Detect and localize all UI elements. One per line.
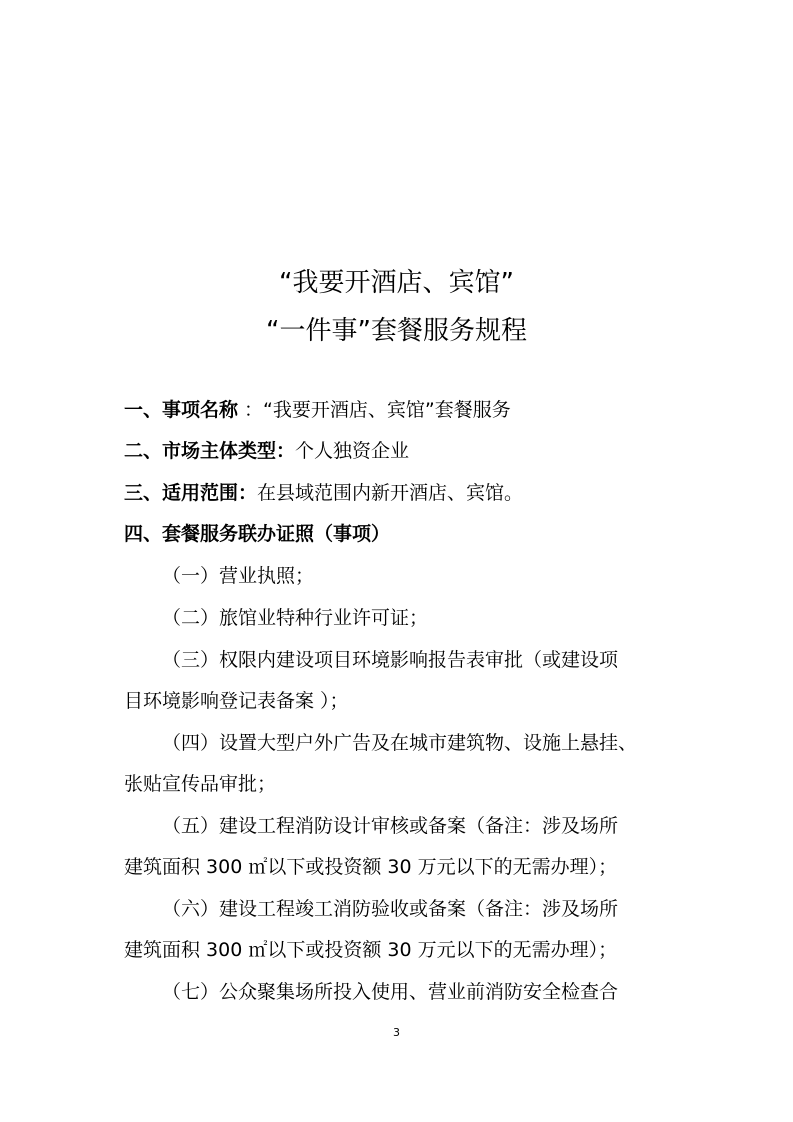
list-item-7-line-1: （七）公众聚集场所投入使用、营业前消防安全检查合	[162, 981, 619, 1003]
section-scope	[124, 479, 523, 507]
list-item-6-line-1: （六）建设工程竣工消防验收或备案（备注：涉及场所	[162, 898, 619, 920]
list-item-3-line-1: （三）权限内建设项目环境影响报告表审批（或建设项	[162, 649, 619, 671]
document-title-line-2: “一件事”套餐服务规程	[266, 316, 527, 346]
document-title-line-1: “我要开酒店、宾馆”	[279, 268, 514, 298]
list-item-5-line-1: （五）建设工程消防设计审核或备案（备注：涉及场所	[162, 815, 619, 837]
section-label: 三、适用范围：	[124, 482, 258, 504]
list-item-4-line-2: 张贴宣传品审批；	[124, 773, 277, 795]
list-item-2: （二）旅馆业特种行业许可证；	[162, 607, 429, 629]
section-market-entity-type	[124, 437, 409, 465]
list-item-3-line-2: 目环境影响登记表备案 ）；	[124, 690, 349, 712]
list-item-6-line-2: 建筑面积 300 ㎡以下或投资额 30 万元以下的无需办理）；	[124, 939, 618, 961]
section-item-name	[124, 396, 511, 424]
page-number: 3	[393, 1026, 400, 1039]
section-label: 四、套餐服务联办证照（事项）	[124, 523, 391, 545]
section-text: 在县域范围内新开酒店、宾馆。	[257, 482, 524, 504]
list-item-4-line-1: （四）设置大型户外广告及在城市建筑物、设施上悬挂、	[162, 732, 638, 754]
list-item-5-line-2: 建筑面积 300 ㎡以下或投资额 30 万元以下的无需办理）；	[124, 856, 618, 878]
section-text: ：“我要开酒店、宾馆”套餐服务	[238, 399, 511, 421]
section-label: 一、事项名称	[124, 399, 239, 421]
section-combined-licenses	[124, 520, 390, 548]
section-text: 个人独资企业	[295, 440, 410, 462]
section-label: 二、市场主体类型：	[124, 440, 296, 462]
list-item-1: （一）营业执照；	[162, 565, 315, 587]
